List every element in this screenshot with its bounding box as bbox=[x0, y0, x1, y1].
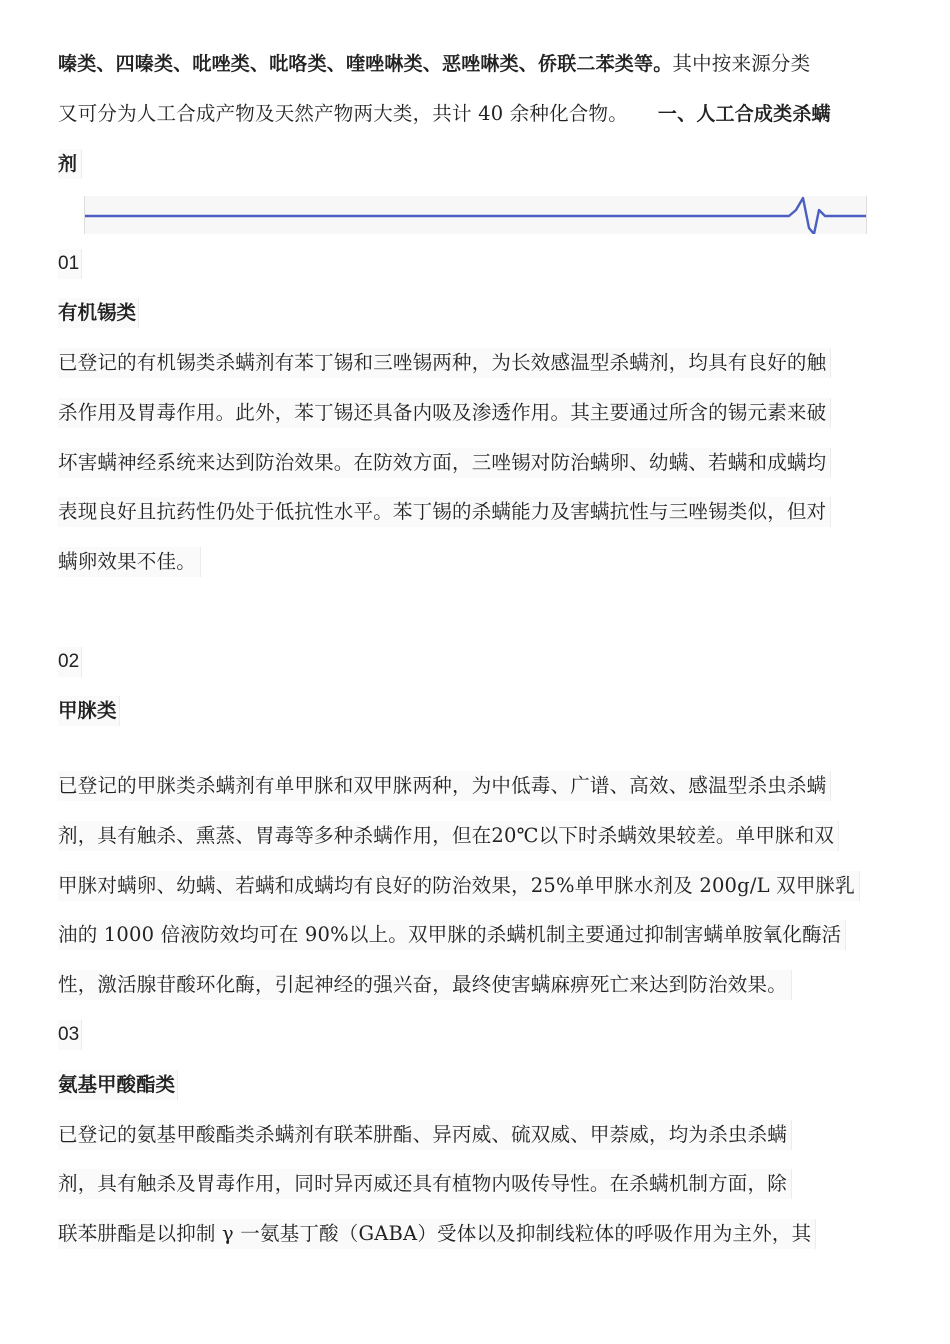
paragraph-line: 已登记的甲脒类杀螨剂有单甲脒和双甲脒两种，为中低毒、广谱、高效、感温型杀虫杀螨 bbox=[58, 771, 831, 801]
section-heading-synthetic: 一、人工合成类杀螨 bbox=[657, 103, 831, 125]
paragraph-line: 坏害螨神经系统来达到防治效果。在防效方面，三唑锡对防治螨卵、幼螨、若螨和成螨均 bbox=[58, 448, 831, 478]
paragraph-line: 已登记的氨基甲酸酯类杀螨剂有联苯肼酯、异丙威、硫双威、甲萘威，均为杀虫杀螨 bbox=[58, 1120, 792, 1150]
paragraph-line: 已登记的有机锡类杀螨剂有苯丁锡和三唑锡两种，为长效感温型杀螨剂，均具有良好的触 bbox=[58, 348, 831, 378]
paragraph-line: 螨卵效果不佳。 bbox=[58, 547, 201, 577]
section-title: 有机锡类 bbox=[58, 298, 139, 328]
paragraph-line: 油的 1000 倍液防效均可在 90%以上。双甲脒的杀螨机制主要通过抑制害螨单胺氧化酶活 bbox=[58, 920, 846, 950]
paragraph-line: 甲脒对螨卵、幼螨、若螨和成螨均有良好的防治效果，25%单甲脒水剂及 200g/L 双甲脒乳 bbox=[58, 871, 860, 901]
intro-text: 又可分为人工合成产物及天然产物两大类，共计 40 余种化合物。 bbox=[58, 102, 628, 125]
section-number: 02 bbox=[58, 647, 82, 677]
paragraph-line: 剂，具有触杀及胃毒作用，同时异丙威还具有植物内吸传导性。在杀螨机制方面，除 bbox=[58, 1169, 792, 1199]
heartbeat-divider bbox=[84, 196, 867, 234]
intro-line-1 bbox=[58, 49, 814, 79]
paragraph-line: 性，激活腺苷酸环化酶，引起神经的强兴奋，最终使害螨麻痹死亡来达到防治效果。 bbox=[58, 970, 792, 1000]
section-number: 01 bbox=[58, 249, 82, 279]
intro-line-2 bbox=[58, 99, 835, 129]
heartbeat-line-icon bbox=[85, 196, 866, 234]
intro-line-3 bbox=[58, 149, 82, 179]
section-title: 甲脒类 bbox=[58, 696, 120, 726]
heartbeat-path bbox=[85, 198, 866, 234]
section-number: 03 bbox=[58, 1020, 82, 1050]
section-title: 氨基甲酸酯类 bbox=[58, 1070, 178, 1100]
intro-text: 其中按来源分类 bbox=[672, 52, 811, 75]
paragraph-line: 杀作用及胃毒作用。此外，苯丁锡还具备内吸及渗透作用。其主要通过所含的锡元素来破 bbox=[58, 398, 831, 428]
section-heading-synthetic-end: 剂 bbox=[58, 153, 78, 175]
paragraph-line: 表现良好且抗药性仍处于低抗性水平。苯丁锡的杀螨能力及害螨抗性与三唑锡类似，但对 bbox=[58, 497, 831, 527]
paragraph-line: 剂，具有触杀、熏蒸、胃毒等多种杀螨作用，但在20℃以下时杀螨效果较差。单甲脒和双 bbox=[58, 821, 839, 851]
intro-bold-text: 嗪类、四嗪类、吡唑类、吡咯类、喹唑啉类、恶唑啉类、侨联二苯类等。 bbox=[58, 53, 673, 75]
paragraph-line: 联苯肼酯是以抑制 γ 一氨基丁酸（GABA）受体以及抑制线粒体的呼吸作用为主外，其 bbox=[58, 1219, 816, 1249]
